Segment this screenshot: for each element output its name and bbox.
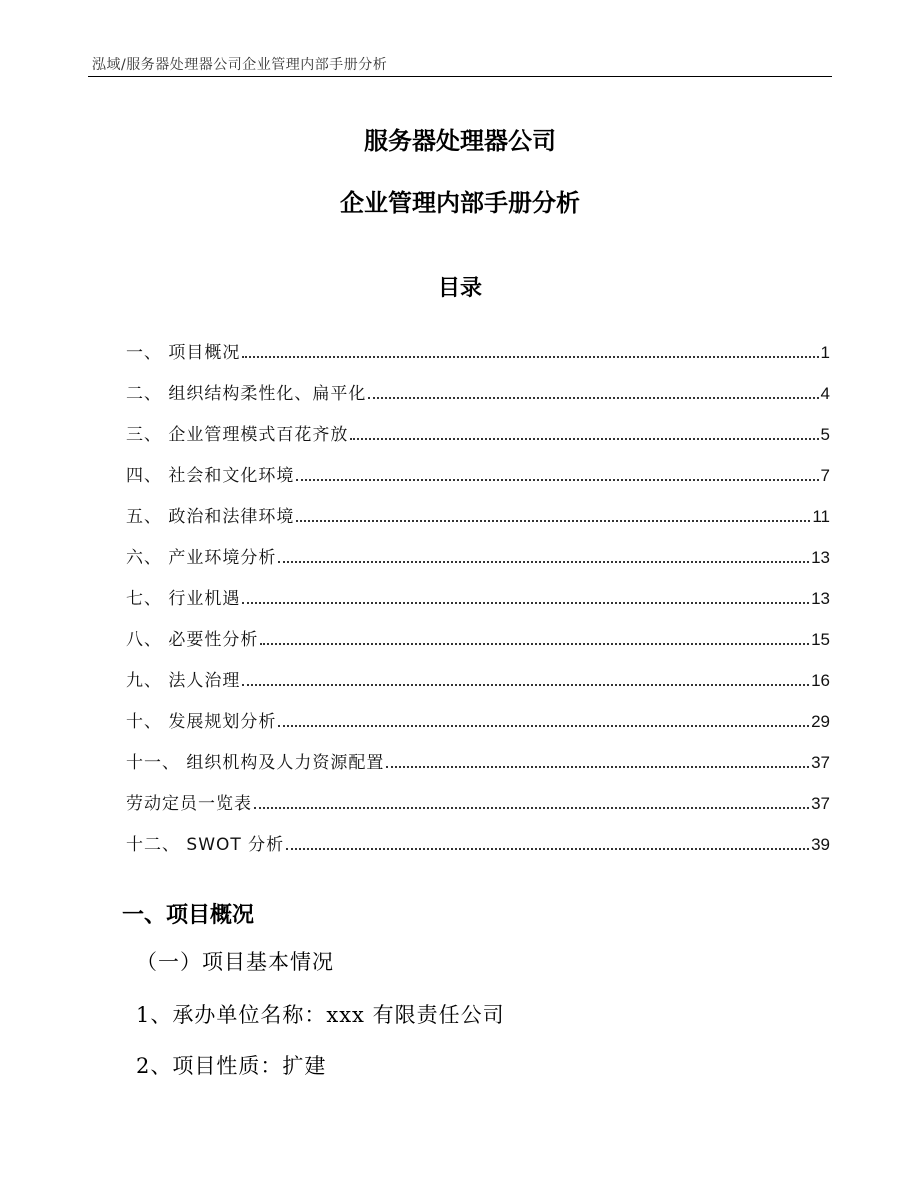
toc-entry-label: 三、 企业管理模式百花齐放 <box>126 425 349 445</box>
body-paragraph: 1、承办单位名称：xxx 有限责任公司 <box>136 1003 505 1027</box>
toc-entry[interactable] <box>126 773 830 814</box>
toc-entry[interactable] <box>126 486 830 527</box>
toc-leader-dots <box>368 397 818 399</box>
toc-entry-label: 九、 法人治理 <box>126 671 241 691</box>
toc-entry[interactable] <box>126 527 830 568</box>
toc-entry[interactable] <box>126 404 830 445</box>
toc-entry-label: 二、 组织结构柔性化、扁平化 <box>126 384 367 404</box>
toc-entry[interactable] <box>126 650 830 691</box>
toc-leader-dots <box>296 520 810 522</box>
table-of-contents <box>126 322 830 855</box>
toc-entry-label: 八、 必要性分析 <box>126 630 259 650</box>
toc-leader-dots <box>254 807 809 809</box>
toc-entry-label: 五、 政治和法律环境 <box>126 507 295 527</box>
toc-entry[interactable] <box>126 363 830 404</box>
toc-entry-page: 7 <box>820 466 830 485</box>
toc-heading: 目录 <box>437 276 482 301</box>
toc-leader-dots <box>278 561 809 563</box>
toc-entry-page: 39 <box>811 835 830 854</box>
toc-entry-page: 11 <box>812 507 830 526</box>
subsection-heading: （一）项目基本情况 <box>136 950 334 974</box>
toc-leader-dots <box>242 356 818 358</box>
section-heading: 一、项目概况 <box>122 903 255 928</box>
toc-leader-dots <box>260 643 809 645</box>
toc-entry[interactable] <box>126 322 830 363</box>
toc-entry-page: 13 <box>811 589 830 608</box>
toc-entry-page: 15 <box>811 630 830 649</box>
running-header: 泓域/服务器处理器公司企业管理内部手册分析 <box>92 57 388 73</box>
toc-entry[interactable] <box>126 732 830 773</box>
toc-entry-label: 六、 产业环境分析 <box>126 548 277 568</box>
toc-entry-page: 5 <box>820 425 830 444</box>
header-divider <box>88 76 832 77</box>
toc-entry-label: 十、 发展规划分析 <box>126 712 277 732</box>
toc-entry[interactable] <box>126 568 830 609</box>
toc-entry-label: 劳动定员一览表 <box>126 794 252 814</box>
document-title-line2: 企业管理内部手册分析 <box>340 189 580 217</box>
toc-leader-dots <box>286 848 809 850</box>
toc-entry-page: 29 <box>811 712 830 731</box>
toc-leader-dots <box>296 479 818 481</box>
toc-entry-label: 七、 行业机遇 <box>126 589 241 609</box>
toc-entry-page: 16 <box>811 671 830 690</box>
toc-leader-dots <box>242 602 809 604</box>
toc-entry-page: 1 <box>820 343 830 362</box>
toc-entry-page: 13 <box>811 548 830 567</box>
toc-entry-page: 37 <box>811 753 830 772</box>
toc-leader-dots <box>242 684 809 686</box>
body-paragraph: 2、项目性质：扩建 <box>136 1054 327 1078</box>
toc-entry-label: 十一、 组织机构及人力资源配置 <box>126 753 385 773</box>
toc-entry[interactable] <box>126 609 830 650</box>
toc-entry-page: 4 <box>820 384 830 403</box>
toc-entry[interactable] <box>126 691 830 732</box>
toc-entry-label: 十二、 SWOT 分析 <box>126 835 285 855</box>
toc-entry-label: 一、 项目概况 <box>126 343 241 363</box>
toc-leader-dots <box>350 438 818 440</box>
toc-entry-page: 37 <box>811 794 830 813</box>
toc-leader-dots <box>386 766 809 768</box>
toc-entry[interactable] <box>126 445 830 486</box>
toc-entry[interactable] <box>126 814 830 855</box>
toc-leader-dots <box>278 725 809 727</box>
toc-entry-label: 四、 社会和文化环境 <box>126 466 295 486</box>
document-title-line1: 服务器处理器公司 <box>364 127 556 155</box>
